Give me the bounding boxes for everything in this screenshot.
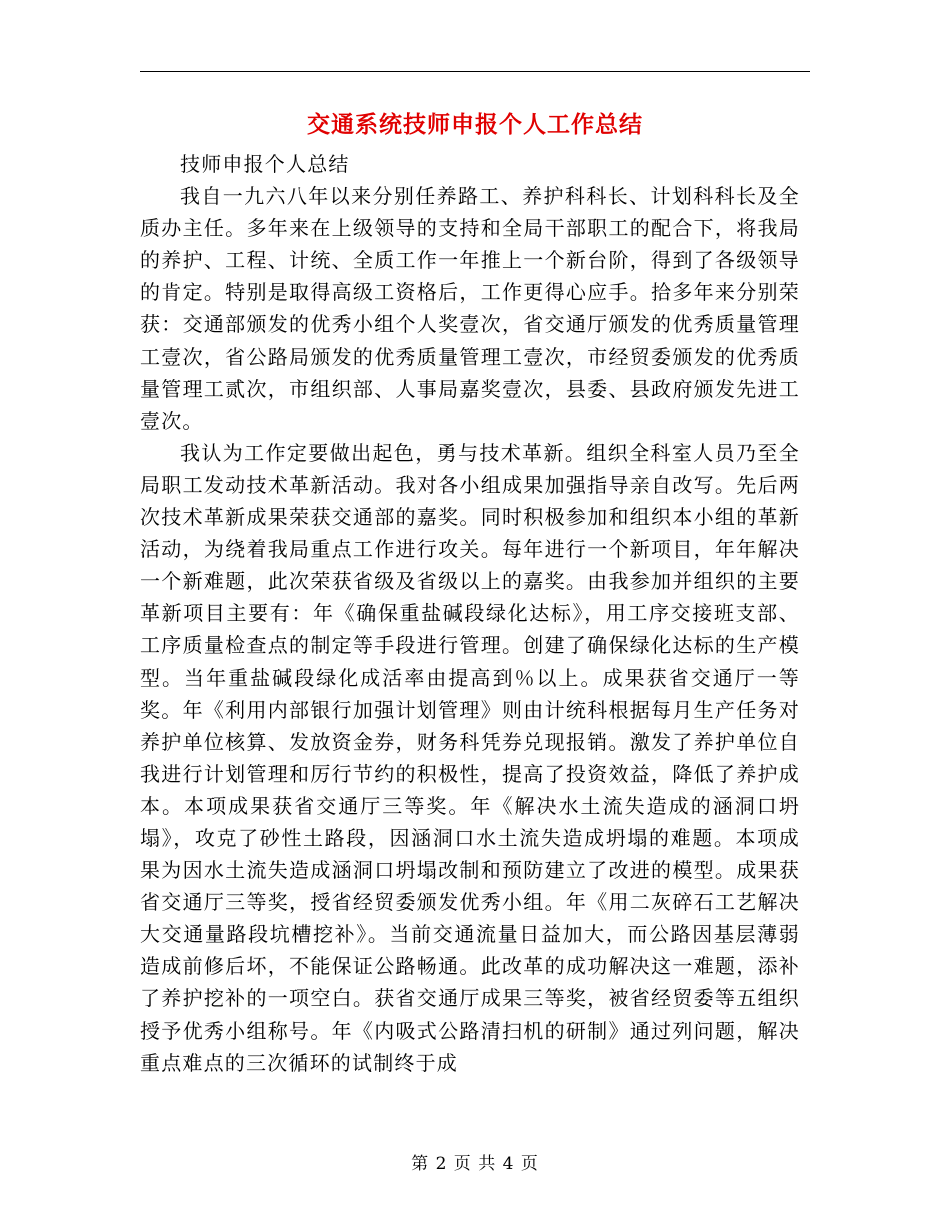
paragraph-subtitle: 技师申报个人总结 <box>180 152 350 176</box>
paragraph-career: 我自一九六八年以来分别任养路工、养护科科长、计划科科长及全质办主任。多年来在上级领导的支持和全局干部职工的配合下，将我局的养护、工程、计统、全质工作一年推上一个新台阶，得到了各级领导的肯定。特别是取得高级工资格后，工作更得心应手。拾多年来分别荣获：交通部颁发的优秀小组个人奖壹次，省交通厅颁发的优秀质量管理工壹次，省公路局颁发的优秀质量管理工壹次，市经贸委颁发的优秀质量管理工贰次，市组织部、人事局嘉奖壹次，县委、县政府颁发先进工壹次。 <box>140 184 800 433</box>
document-title: 交通系统技师申报个人工作总结 <box>307 111 643 138</box>
page-number-footer: 第 2 页 共 4 页 <box>411 1154 539 1174</box>
document-body <box>140 148 800 1079</box>
header-rule <box>140 71 810 72</box>
paragraph-innovation: 我认为工作定要做出起色，勇与技术革新。组织全科室人员乃至全局职工发动技术革新活动。我对各小组成果加强指导亲自改写。先后两次技术革新成果荣获交通部的嘉奖。同时积极参加和组织本小组的革新活动，为绕着我局重点工作进行攻关。每年进行一个新项目，年年解决一个新难题，此次荣获省级及省级以上的嘉奖。由我参加并组织的主要革新项目主要有：年《确保重盐碱段绿化达标》，用工序交接班支部、工序质量检查点的制定等手段进行管理。创建了确保绿化达标的生产模型。当年重盐碱段绿化成活率由提高到％以上。成果获省交通厅一等奖。年《利用内部银行加强计划管理》则由计统科根据每月生产任务对养护单位核算、发放资金券，财务科凭券兑现报销。激发了养护单位自我进行计划管理和厉行节约的积极性，提高了投资效益，降低了养护成本。本项成果获省交通厅三等奖。年《解决水土流失造成的涵洞口坍塌》，攻克了砂性土路段，因涵洞口水土流失造成坍塌的难题。本项成果为因水土流失造成涵洞口坍塌改制和预防建立了改进的模型。成果获省交通厅三等奖，授省经贸委颁发优秀小组。年《用二灰碎石工艺解决大交通量路段坑槽挖补》。当前交通流量日益加大，而公路因基层薄弱造成前修后坏，不能保证公路畅通。此改革的成功解决这一难题，添补了养护挖补的一项空白。获省交通厅成果三等奖，被省经贸委等五组织授予优秀小组称号。年《内吸式公路清扫机的研制》通过列问题，解决重点难点的三次循环的试制终于成 <box>140 440 800 1075</box>
